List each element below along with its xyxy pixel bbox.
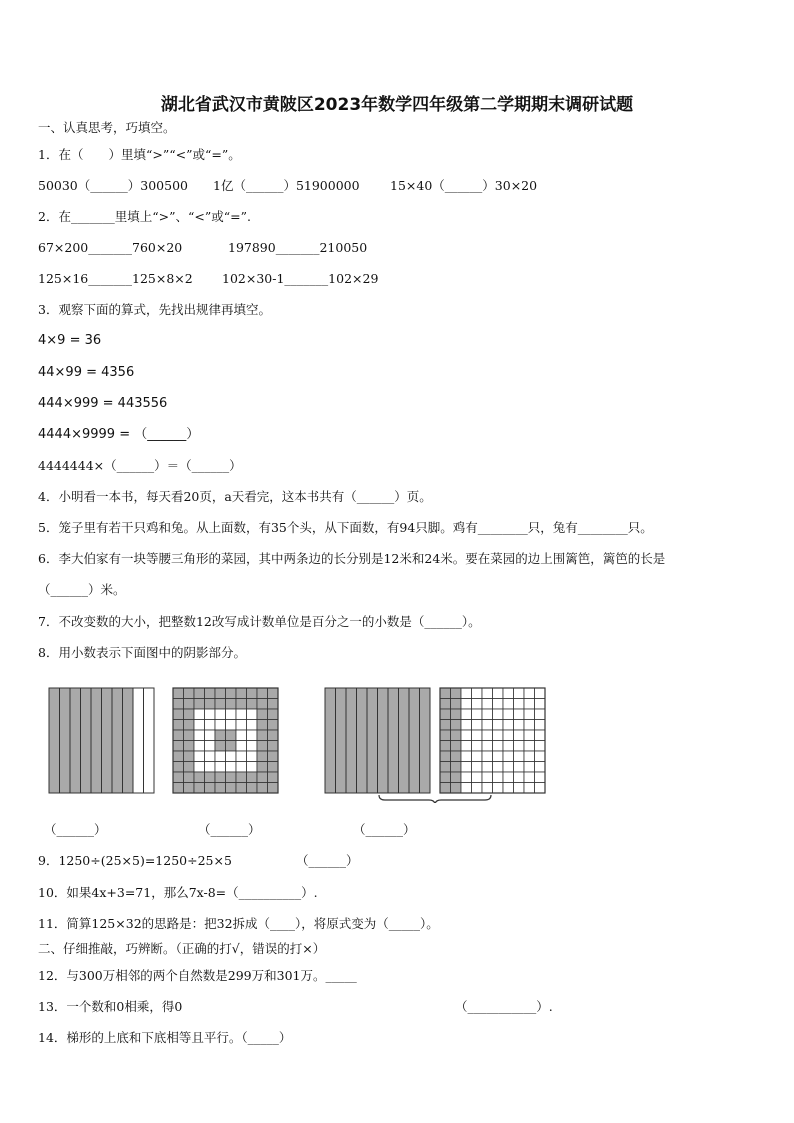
fig2-cell bbox=[226, 730, 237, 741]
fig3-right-cell bbox=[493, 741, 504, 752]
q8-figure-1 bbox=[48, 687, 155, 794]
q2-item-2: 197890_______210050 bbox=[228, 240, 368, 255]
fig2-cell bbox=[173, 751, 184, 762]
fig2-cell bbox=[205, 772, 216, 783]
fig1-column bbox=[81, 688, 92, 793]
fig3-right-cell bbox=[461, 699, 472, 710]
fig2-cell bbox=[184, 783, 195, 794]
fig3-right-cell bbox=[472, 699, 483, 710]
fig3-right-cell bbox=[503, 709, 514, 720]
fig3-right-cell bbox=[440, 699, 451, 710]
fig2-cell bbox=[226, 762, 237, 773]
fig3-right-cell bbox=[461, 772, 472, 783]
fig3-left-column bbox=[346, 688, 357, 793]
fig2-cell bbox=[257, 762, 268, 773]
fig2-cell bbox=[215, 688, 226, 699]
fig2-cell bbox=[194, 699, 205, 710]
fig3-right-cell bbox=[451, 783, 462, 794]
fig2-cell bbox=[247, 783, 258, 794]
fig3-right-cell bbox=[535, 741, 546, 752]
fig2-cell bbox=[257, 730, 268, 741]
fig3-right-cell bbox=[503, 751, 514, 762]
fig3-right-cell bbox=[493, 751, 504, 762]
fig2-cell bbox=[205, 751, 216, 762]
fig3-right-cell bbox=[451, 762, 462, 773]
fig2-cell bbox=[257, 720, 268, 731]
fig2-cell bbox=[173, 699, 184, 710]
question-6: 6．李大伯家有一块等腰三角形的菜园，其中两条边的长分别是12米和24米。要在菜园的边上围篱笆，篱笆的长是 bbox=[38, 551, 666, 566]
question-2: 2．在_______里填上“>”、“<”或“=”. bbox=[38, 209, 251, 224]
fig3-right-cell bbox=[514, 688, 525, 699]
q1-item-2: 1亿（______）51900000 bbox=[213, 178, 360, 193]
fig2-cell bbox=[184, 762, 195, 773]
fig2-cell bbox=[226, 741, 237, 752]
fig3-right-cell bbox=[493, 688, 504, 699]
fig3-left-column bbox=[357, 688, 368, 793]
fig3-right-cell bbox=[493, 730, 504, 741]
fig3-right-cell bbox=[461, 688, 472, 699]
fig2-cell bbox=[184, 772, 195, 783]
fig3-right-cell bbox=[535, 783, 546, 794]
fig3-right-cell bbox=[461, 741, 472, 752]
fig2-cell bbox=[205, 741, 216, 752]
q2-item-1: 67×200_______760×20 bbox=[38, 240, 183, 255]
fig2-cell bbox=[236, 709, 247, 720]
fig3-right-cell bbox=[440, 741, 451, 752]
fig2-cell bbox=[215, 741, 226, 752]
fig2-cell bbox=[205, 762, 216, 773]
fig3-right-cell bbox=[493, 762, 504, 773]
q8-blank-3[interactable]: （______） bbox=[353, 822, 416, 837]
fig2-cell bbox=[247, 751, 258, 762]
fig2-cell bbox=[226, 688, 237, 699]
fig2-cell bbox=[173, 709, 184, 720]
fig2-cell bbox=[205, 699, 216, 710]
fig3-right-cell bbox=[440, 772, 451, 783]
fig3-right-cell bbox=[535, 730, 546, 741]
fig3-right-cell bbox=[503, 783, 514, 794]
fig3-right-cell bbox=[524, 751, 535, 762]
fig2-cell bbox=[173, 762, 184, 773]
fig3-right-cell bbox=[514, 720, 525, 731]
section-1-heading: 一、认真思考，巧填空。 bbox=[38, 120, 176, 135]
fig3-right-cell bbox=[514, 730, 525, 741]
fig3-right-cell bbox=[503, 741, 514, 752]
fig2-cell bbox=[268, 688, 279, 699]
fig2-cell bbox=[173, 720, 184, 731]
fig3-left-column bbox=[388, 688, 399, 793]
fig3-right-cell bbox=[472, 772, 483, 783]
fig3-right-cell bbox=[535, 762, 546, 773]
fig2-cell bbox=[268, 783, 279, 794]
fig3-right-cell bbox=[535, 699, 546, 710]
fig1-column bbox=[112, 688, 123, 793]
fig2-cell bbox=[215, 699, 226, 710]
fig3-right-cell bbox=[482, 730, 493, 741]
question-12: 12．与300万相邻的两个自然数是299万和301万。_____ bbox=[38, 968, 357, 983]
fig2-cell bbox=[194, 730, 205, 741]
fig2-cell bbox=[236, 720, 247, 731]
q2-item-3: 125×16_______125×8×2 bbox=[38, 271, 193, 286]
fig2-cell bbox=[184, 720, 195, 731]
fig3-right-cell bbox=[524, 730, 535, 741]
fig2-cell bbox=[215, 762, 226, 773]
question-1: 1．在（ ）里填“>”“<”或“=”。 bbox=[38, 147, 241, 162]
fig3-right-cell bbox=[451, 688, 462, 699]
fig1-column bbox=[60, 688, 71, 793]
question-3: 3．观察下面的算式，先找出规律再填空。 bbox=[38, 302, 271, 317]
fig3-right-cell bbox=[440, 709, 451, 720]
q9-blank[interactable]: （______） bbox=[296, 853, 359, 868]
fig3-right-cell bbox=[451, 772, 462, 783]
fig3-right-cell bbox=[451, 709, 462, 720]
fig2-cell bbox=[215, 751, 226, 762]
fig2-cell bbox=[236, 741, 247, 752]
question-8: 8．用小数表示下面图中的阴影部分。 bbox=[38, 645, 246, 660]
fig2-cell bbox=[205, 720, 216, 731]
fig3-right-cell bbox=[493, 772, 504, 783]
fig2-cell bbox=[194, 741, 205, 752]
fig2-cell bbox=[215, 730, 226, 741]
fig3-right-cell bbox=[482, 741, 493, 752]
fig2-cell bbox=[257, 688, 268, 699]
fig3-right-cell bbox=[503, 772, 514, 783]
fig3-right-cell bbox=[514, 772, 525, 783]
fig1-column bbox=[102, 688, 113, 793]
fig2-cell bbox=[268, 699, 279, 710]
fig2-cell bbox=[247, 741, 258, 752]
question-9: 9．1250÷(25×5)=1250÷25×5 bbox=[38, 853, 232, 868]
fig2-cell bbox=[236, 699, 247, 710]
fig3-right-cell bbox=[514, 709, 525, 720]
fig3-right-cell bbox=[440, 762, 451, 773]
fig3-right-cell bbox=[524, 783, 535, 794]
fig2-cell bbox=[184, 741, 195, 752]
fig3-right-cell bbox=[482, 762, 493, 773]
fig3-right-cell bbox=[482, 688, 493, 699]
fig3-right-cell bbox=[451, 720, 462, 731]
question-5: 5．笼子里有若干只鸡和兔。从上面数，有35个头，从下面数，有94只脚。鸡有________只，兔有________只。 bbox=[38, 520, 653, 535]
fig3-right-cell bbox=[514, 699, 525, 710]
fig3-right-cell bbox=[451, 699, 462, 710]
fig2-cell bbox=[173, 783, 184, 794]
fig2-cell bbox=[194, 751, 205, 762]
q3-line-4: 4444×9999 = （______） bbox=[38, 427, 200, 442]
fig3-right-cell bbox=[524, 741, 535, 752]
fig3-right-cell bbox=[482, 709, 493, 720]
q8-figure-2 bbox=[172, 687, 279, 794]
fig3-right-cell bbox=[524, 699, 535, 710]
fig3-right-cell bbox=[451, 741, 462, 752]
question-14: 14．梯形的上底和下底相等且平行。（_____） bbox=[38, 1030, 292, 1045]
fig3-right-cell bbox=[461, 720, 472, 731]
fig2-cell bbox=[184, 751, 195, 762]
fig3-right-cell bbox=[440, 720, 451, 731]
fig2-cell bbox=[236, 688, 247, 699]
fig2-cell bbox=[184, 709, 195, 720]
fig3-right-cell bbox=[493, 783, 504, 794]
fig2-cell bbox=[205, 709, 216, 720]
q2-item-4: 102×30-1_______102×29 bbox=[222, 271, 379, 286]
fig3-right-cell bbox=[472, 709, 483, 720]
fig2-cell bbox=[226, 699, 237, 710]
q8-blank-1[interactable]: （______） bbox=[44, 822, 107, 837]
fig3-right-cell bbox=[514, 783, 525, 794]
fig3-right-cell bbox=[482, 783, 493, 794]
fig3-brace bbox=[379, 795, 491, 803]
question-13: 13．一个数和0相乘，得0 bbox=[38, 999, 183, 1014]
fig3-right-cell bbox=[514, 741, 525, 752]
fig3-left-column bbox=[378, 688, 389, 793]
fig3-right-cell bbox=[472, 720, 483, 731]
fig2-cell bbox=[257, 741, 268, 752]
fig2-cell bbox=[236, 730, 247, 741]
fig3-left-column bbox=[325, 688, 336, 793]
fig2-cell bbox=[247, 730, 258, 741]
question-10: 10．如果4x+3=71，那么7x-8=（__________）. bbox=[38, 885, 318, 900]
fig2-cell bbox=[205, 688, 216, 699]
fig3-right-cell bbox=[482, 720, 493, 731]
fig2-cell bbox=[173, 688, 184, 699]
fig3-right-cell bbox=[472, 762, 483, 773]
fig3-right-cell bbox=[482, 772, 493, 783]
fig2-cell bbox=[215, 783, 226, 794]
q3-line-3: 444×999 = 443556 bbox=[38, 396, 168, 411]
fig3-right-cell bbox=[461, 730, 472, 741]
fig2-cell bbox=[194, 772, 205, 783]
fig2-cell bbox=[194, 688, 205, 699]
fig2-cell bbox=[226, 783, 237, 794]
q1-item-1: 50030（______）300500 bbox=[38, 178, 188, 193]
fig2-cell bbox=[215, 709, 226, 720]
fig3-right-cell bbox=[472, 783, 483, 794]
fig3-right-cell bbox=[535, 709, 546, 720]
fig2-cell bbox=[257, 772, 268, 783]
fig2-cell bbox=[268, 709, 279, 720]
fig2-cell bbox=[173, 730, 184, 741]
q3-line-5: 4444444×（______）＝（______） bbox=[38, 458, 242, 473]
q1-item-3: 15×40（______）30×20 bbox=[390, 178, 538, 193]
fig2-cell bbox=[268, 730, 279, 741]
fig2-cell bbox=[236, 762, 247, 773]
fig2-cell bbox=[173, 741, 184, 752]
question-4: 4．小明看一本书，每天看20页，a天看完，这本书共有（______）页。 bbox=[38, 489, 432, 504]
fig1-column bbox=[123, 688, 134, 793]
fig1-column bbox=[70, 688, 81, 793]
fig3-right-cell bbox=[461, 751, 472, 762]
fig3-right-cell bbox=[493, 699, 504, 710]
fig3-right-cell bbox=[524, 772, 535, 783]
question-11: 11．简算125×32的思路是：把32拆成（____），将原式变为（_____）。 bbox=[38, 916, 439, 931]
fig3-right-cell bbox=[493, 720, 504, 731]
fig2-cell bbox=[247, 688, 258, 699]
fig3-right-cell bbox=[472, 688, 483, 699]
fig2-cell bbox=[205, 730, 216, 741]
fig3-right-cell bbox=[514, 751, 525, 762]
fig2-cell bbox=[268, 772, 279, 783]
question-6-cont: （______）米。 bbox=[38, 582, 126, 597]
fig2-cell bbox=[236, 751, 247, 762]
fig2-cell bbox=[205, 783, 216, 794]
section-2-heading: 二、仔细推敲，巧辨断。（正确的打√，错误的打×） bbox=[38, 941, 326, 956]
fig2-cell bbox=[268, 762, 279, 773]
fig2-cell bbox=[184, 699, 195, 710]
fig3-left-column bbox=[367, 688, 378, 793]
page-title: 湖北省武汉市黄陂区2023年数学四年级第二学期期末调研试题 bbox=[160, 95, 634, 115]
fig3-right-cell bbox=[503, 730, 514, 741]
fig3-right-cell bbox=[535, 751, 546, 762]
fig2-cell bbox=[194, 709, 205, 720]
fig3-right-cell bbox=[524, 688, 535, 699]
fig2-cell bbox=[184, 730, 195, 741]
fig3-right-cell bbox=[524, 709, 535, 720]
q3-line-2: 44×99 = 4356 bbox=[38, 365, 135, 380]
fig2-cell bbox=[247, 720, 258, 731]
fig3-left-column bbox=[399, 688, 410, 793]
fig3-right-cell bbox=[535, 720, 546, 731]
fig2-cell bbox=[247, 709, 258, 720]
fig2-cell bbox=[247, 699, 258, 710]
fig2-cell bbox=[257, 783, 268, 794]
fig3-right-cell bbox=[440, 751, 451, 762]
fig2-cell bbox=[268, 720, 279, 731]
fig2-cell bbox=[226, 751, 237, 762]
fig3-right-cell bbox=[535, 772, 546, 783]
q13-blank[interactable]: （___________）. bbox=[455, 999, 553, 1014]
fig3-right-cell bbox=[524, 762, 535, 773]
fig3-right-cell bbox=[524, 720, 535, 731]
fig2-cell bbox=[184, 688, 195, 699]
fig2-cell bbox=[215, 720, 226, 731]
fig3-right-cell bbox=[503, 688, 514, 699]
fig3-right-cell bbox=[493, 709, 504, 720]
fig2-cell bbox=[226, 709, 237, 720]
fig2-cell bbox=[268, 741, 279, 752]
fig3-right-cell bbox=[440, 783, 451, 794]
fig2-cell bbox=[257, 699, 268, 710]
fig2-cell bbox=[173, 772, 184, 783]
fig2-cell bbox=[268, 751, 279, 762]
q8-blank-2[interactable]: （______） bbox=[198, 822, 261, 837]
fig3-right-cell bbox=[503, 699, 514, 710]
fig3-right-cell bbox=[482, 751, 493, 762]
q8-figure-3 bbox=[324, 687, 546, 803]
fig3-right-cell bbox=[451, 751, 462, 762]
fig3-right-cell bbox=[461, 783, 472, 794]
fig2-cell bbox=[215, 772, 226, 783]
fig3-right-cell bbox=[482, 699, 493, 710]
fig2-cell bbox=[194, 762, 205, 773]
fig3-right-cell bbox=[472, 730, 483, 741]
question-7: 7．不改变数的大小，把整数12改写成计数单位是百分之一的小数是（______）。 bbox=[38, 614, 481, 629]
fig3-right-cell bbox=[461, 762, 472, 773]
fig3-right-cell bbox=[472, 741, 483, 752]
fig3-right-cell bbox=[503, 762, 514, 773]
fig2-cell bbox=[247, 772, 258, 783]
fig1-column bbox=[144, 688, 155, 793]
fig1-column bbox=[49, 688, 60, 793]
fig3-left-column bbox=[420, 688, 431, 793]
fig3-right-cell bbox=[440, 688, 451, 699]
fig2-cell bbox=[226, 772, 237, 783]
fig3-right-cell bbox=[451, 730, 462, 741]
fig2-cell bbox=[236, 783, 247, 794]
fig3-right-cell bbox=[503, 720, 514, 731]
fig2-cell bbox=[236, 772, 247, 783]
fig3-right-cell bbox=[535, 688, 546, 699]
fig2-cell bbox=[247, 762, 258, 773]
fig2-cell bbox=[257, 709, 268, 720]
fig3-left-column bbox=[336, 688, 347, 793]
q3-line-1: 4×9 = 36 bbox=[38, 333, 102, 348]
fig3-left-column bbox=[409, 688, 420, 793]
fig2-cell bbox=[226, 720, 237, 731]
fig1-column bbox=[91, 688, 102, 793]
fig2-cell bbox=[194, 783, 205, 794]
fig2-cell bbox=[194, 720, 205, 731]
fig3-right-cell bbox=[514, 762, 525, 773]
fig3-right-cell bbox=[440, 730, 451, 741]
fig3-right-cell bbox=[461, 709, 472, 720]
fig3-right-cell bbox=[472, 751, 483, 762]
fig1-column bbox=[133, 688, 144, 793]
fig2-cell bbox=[257, 751, 268, 762]
